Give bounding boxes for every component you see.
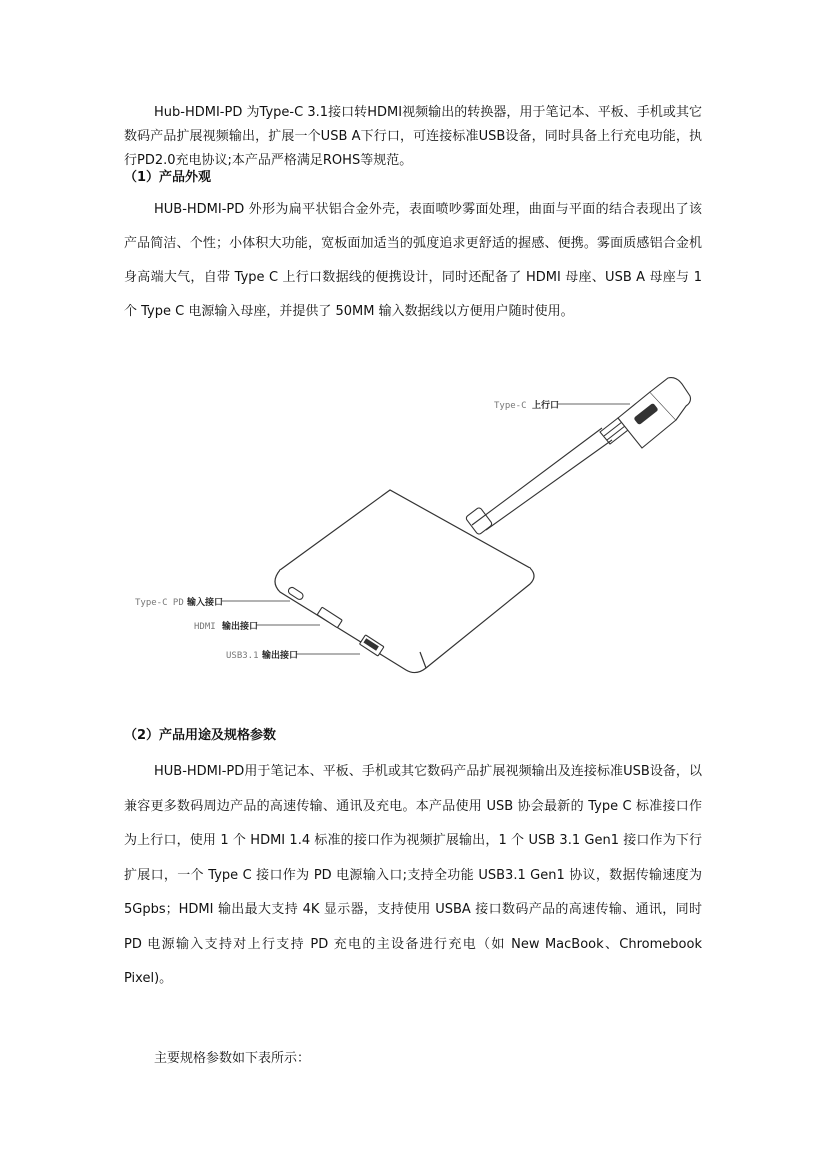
label-hdmi-output-prefix: HDMI xyxy=(194,622,216,632)
label-pd-input-prefix: Type-C PD xyxy=(135,598,184,608)
label-usb-output-suffix: 输出接口 xyxy=(262,651,299,661)
hub-body xyxy=(275,490,534,673)
spec-table-intro: 主要规格参数如下表所示： xyxy=(154,1051,311,1066)
usage-specs-paragraph: HUB-HDMI-PD用于笔记本、平板、手机或其它数码产品扩展视频输出及连接标准USB设备，以兼容更多数码周边产品的高速传输、通讯及充电。本产品使用 USB 协会最新的 Type C 标准接口作为上行口，使用 1 个 HDMI 1.4 标准的接口作为视频扩展输出，1 个 USB 3.1 Gen1 接口作为下行扩展口，一个 Type C 接口作为 PD 电源输入口;支持全功能 USB3.1 Gen1 协议，数据传输速度为 5Gpbs；HDMI 输出最大支持 4K 显示器，支持使用 USBA 接口数码产品的高速传输、通讯，同时 PD 电源输入支持对上行支持 PD 充电的主设备进行充电（如 New MacBook、Chromebook Pixel)。 xyxy=(124,764,702,986)
section-heading-usage-specs: （2）产品用途及规格参数 xyxy=(124,728,277,743)
product-diagram xyxy=(120,370,720,690)
label-usb-output-prefix: USB3.1 xyxy=(226,651,259,661)
section-heading-appearance: （1）产品外观 xyxy=(124,170,212,185)
intro-paragraph: Hub-HDMI-PD 为Type-C 3.1接口转HDMI视频输出的转换器，用于笔记本、平板、手机或其它数码产品扩展视频输出，扩展一个USB A下行口，可连接标准USB设备，同时具备上行充电功能，执行PD2.0充电协议;本产品严格满足ROHS等规范。 xyxy=(124,105,702,168)
cable xyxy=(465,428,612,535)
label-hdmi-output-suffix: 输出接口 xyxy=(222,622,259,632)
appearance-paragraph: HUB-HDMI-PD 外形为扁平状铝合金外壳，表面喷吵雾面处理，曲面与平面的结合表现出了该产品简洁、个性；小体积大功能，宽板面加适当的弧度追求更舒适的握感、便携。雾面质感铝合金机身高端大气，自带 Type C 上行口数据线的便携设计，同时还配备了 HDMI 母座、USB A 母座与 1 个 Type C 电源输入母座，并提供了 50MM 输入数据线以方便用户随时使用。 xyxy=(124,202,702,319)
type-c-connector xyxy=(618,378,691,448)
label-pd-input-suffix: 输入接口 xyxy=(187,598,224,608)
label-type-c-upstream-suffix: 上行口 xyxy=(532,401,560,411)
label-type-c-upstream-prefix: Type-C xyxy=(494,401,527,411)
